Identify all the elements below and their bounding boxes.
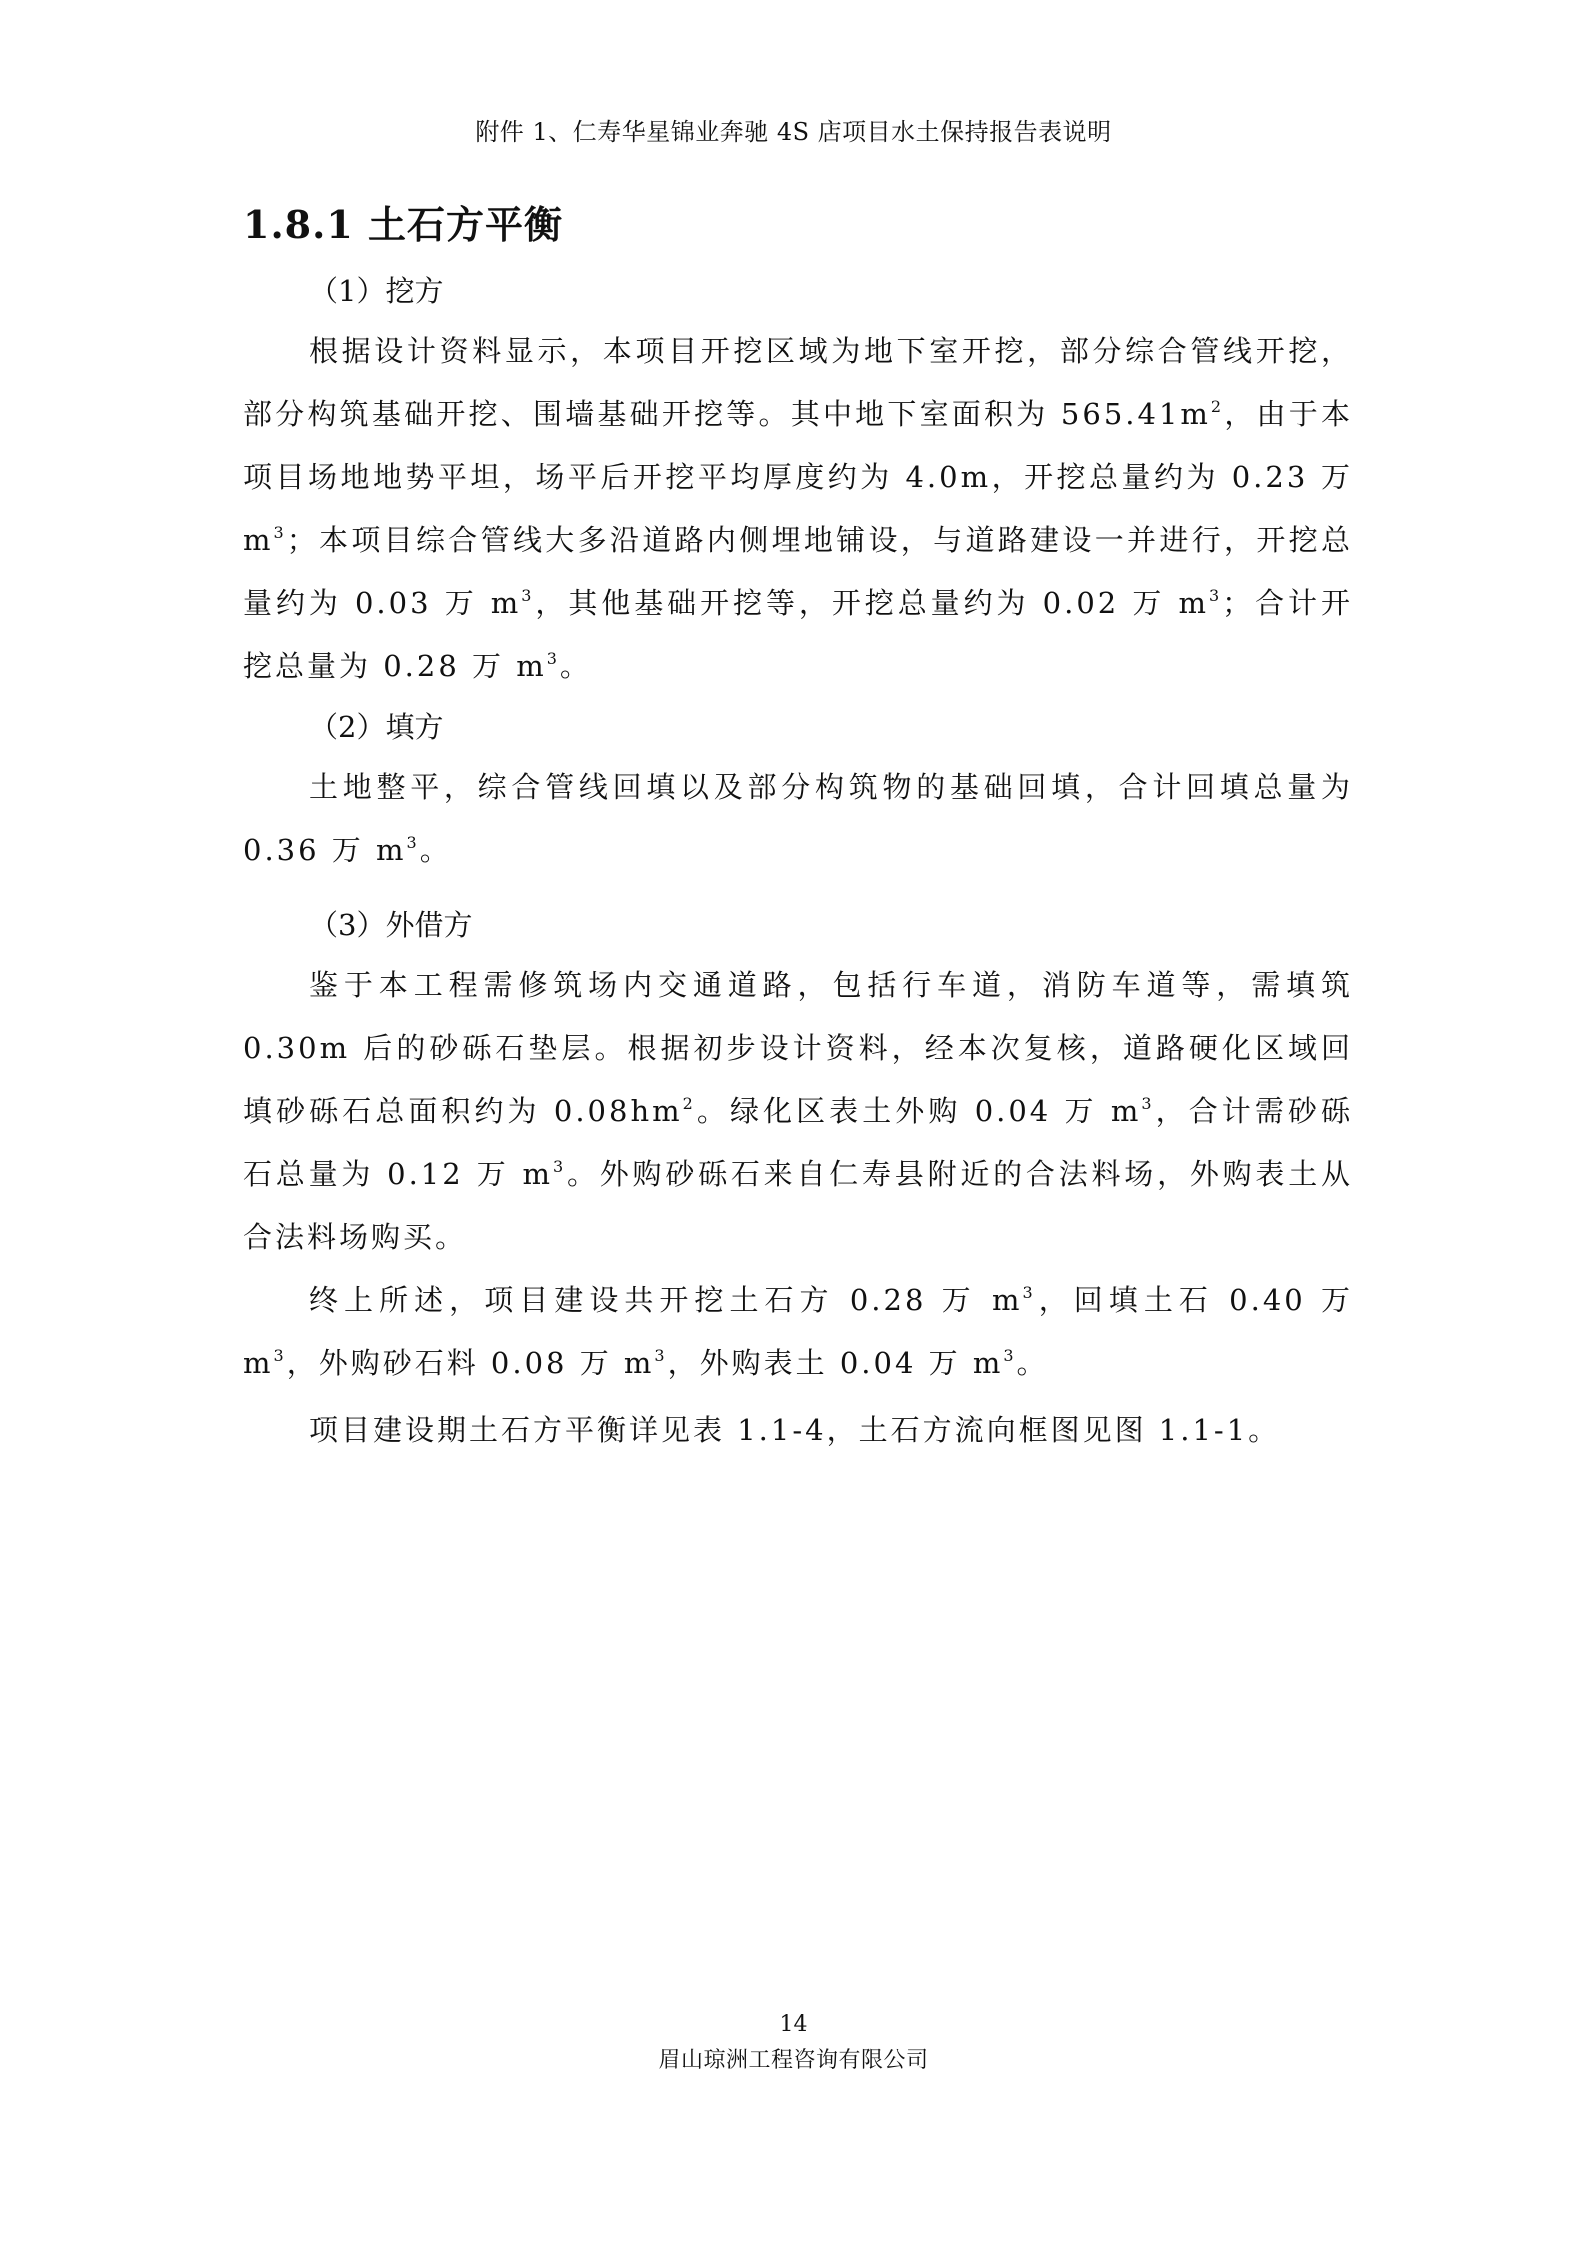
footer-company: 眉山琼洲工程咨询有限公司 bbox=[658, 2048, 929, 2073]
fill-paragraph: 土地整平，综合管线回填以及部分构筑物的基础回填，合计回填总量为 0.36 万 $m^3$。 bbox=[243, 770, 1353, 867]
subsection-excavation-label: （1）挖方 bbox=[309, 274, 444, 308]
section-heading: 1.8.1 土石方平衡 bbox=[243, 202, 564, 247]
body-content bbox=[243, 262, 1353, 1462]
header-divider bbox=[243, 156, 1348, 157]
subsection-fill-label: （2）填方 bbox=[309, 710, 444, 744]
subsection-borrow-label: （3）外借方 bbox=[309, 908, 473, 942]
summary-paragraph: 终上所述，项目建设共开挖土石方 0.28 万 $m^3$，回填土石 0.40 万 $m^3$，外购砂石料 0.08 万 $m^3$，外购表土 0.04 万 $m^3$。 bbox=[243, 1283, 1353, 1380]
running-header: 附件 1、仁寿华星锦业奔驰 4S 店项目水土保持报告表说明 bbox=[475, 118, 1112, 146]
borrow-paragraph: 鉴于本工程需修筑场内交通道路，包括行车道，消防车道等，需填筑 0.30m 后的砂砾石垫层。根据初步设计资料，经本次复核，道路硬化区域回填砂砾石总面积约为 $0.08hm^2$。绿化区表土外购 0.04 万 $m^3$，合计需砂砾石总量为 0.12 万 $m^3$。外购砂砾石来自仁寿县附近的合法料场，外购表土从合法料场购买。 bbox=[243, 968, 1353, 1254]
reference-paragraph: 项目建设期土石方平衡详见表 1.1-4，土石方流向框图见图 1.1-1。 bbox=[309, 1413, 1281, 1447]
excavation-paragraph: 根据设计资料显示，本项目开挖区域为地下室开挖，部分综合管线开挖，部分构筑基础开挖、围墙基础开挖等。其中地下室面积为 $565.41m^2$，由于本项目场地地势平坦，场平后开挖平均厚度约为 4.0m，开挖总量约为 0.23 万 $m^3$；本项目综合管线大多沿道路内侧埋地铺设，与道路建设一并进行，开挖总量约为 0.03 万 $m^3$，其他基础开挖等，开挖总量约为 0.02 万 $m^3$；合计开挖总量为 0.28 万 $m^3$。 bbox=[243, 334, 1353, 683]
page-number: 14 bbox=[779, 2012, 808, 2037]
